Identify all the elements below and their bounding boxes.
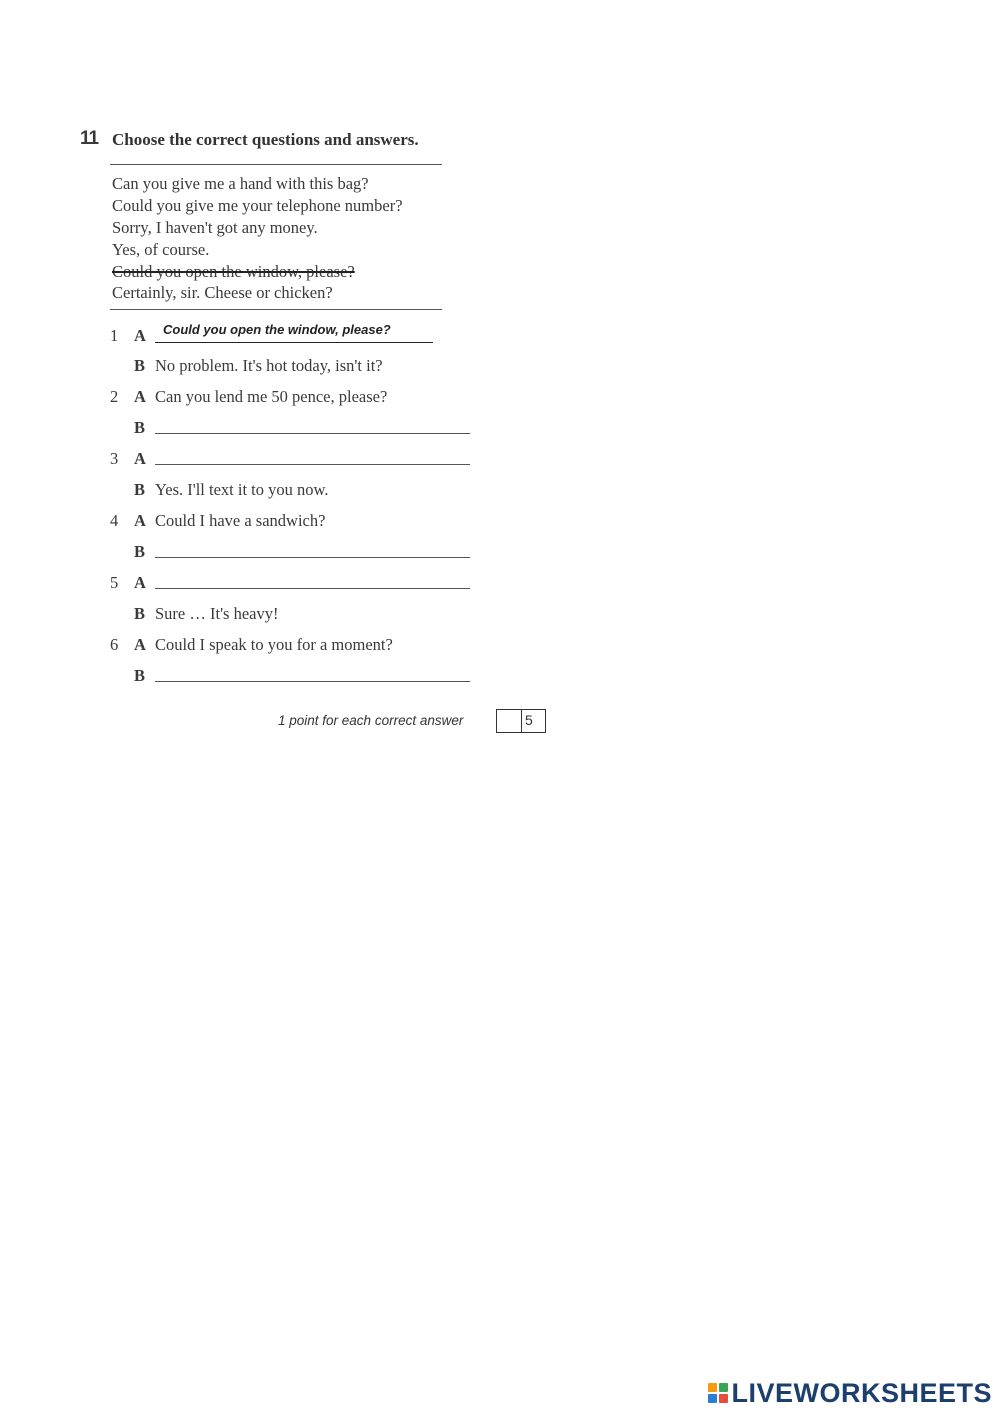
options-bottom-rule bbox=[110, 309, 442, 310]
logo-wordmark: LIVEWORKSHEETS bbox=[731, 1377, 992, 1408]
answer-blank-6b[interactable] bbox=[155, 681, 470, 682]
answer-blank-2b[interactable] bbox=[155, 433, 470, 434]
speaker-label: A bbox=[134, 573, 146, 592]
exercise-instruction: Choose the correct questions and answers. bbox=[112, 130, 419, 149]
options-top-rule bbox=[110, 164, 442, 165]
dialogue-text: Yes. I'll text it to you now. bbox=[155, 480, 329, 499]
item-number: 3 bbox=[110, 449, 119, 468]
logo-tiles-icon bbox=[708, 1383, 728, 1403]
option-item: Yes, of course. bbox=[112, 240, 210, 259]
item-number: 6 bbox=[110, 635, 119, 654]
score-divider bbox=[521, 710, 522, 732]
logo-tile bbox=[719, 1383, 728, 1392]
example-answer-text: Could you open the window, please? bbox=[163, 322, 391, 337]
option-item: Could you give me your telephone number? bbox=[112, 196, 403, 215]
speaker-label: A bbox=[134, 511, 146, 530]
speaker-label: A bbox=[134, 449, 146, 468]
logo-tile bbox=[719, 1394, 728, 1403]
answer-blank-4b[interactable] bbox=[155, 557, 470, 558]
logo-tile bbox=[708, 1383, 717, 1392]
option-item-used: Could you open the window, please? bbox=[112, 262, 355, 281]
speaker-label: A bbox=[134, 387, 146, 406]
dialogue-text: Could I have a sandwich? bbox=[155, 511, 326, 530]
answer-blank-5a[interactable] bbox=[155, 588, 470, 589]
dialogue-text: Sure … It's heavy! bbox=[155, 604, 279, 623]
option-item: Sorry, I haven't got any money. bbox=[112, 218, 318, 237]
speaker-label: B bbox=[134, 666, 146, 685]
answer-blank-3a[interactable] bbox=[155, 464, 470, 465]
option-item: Certainly, sir. Cheese or chicken? bbox=[112, 283, 333, 302]
liveworksheets-logo bbox=[708, 1377, 992, 1409]
score-caption: 1 point for each correct answer bbox=[278, 713, 464, 728]
speaker-label: B bbox=[134, 542, 146, 561]
speaker-label: B bbox=[134, 604, 146, 623]
logo-tile bbox=[708, 1394, 717, 1403]
example-answer-field bbox=[155, 322, 433, 343]
speaker-label: B bbox=[134, 356, 146, 375]
speaker-label: A bbox=[134, 635, 146, 654]
item-number: 5 bbox=[110, 573, 119, 592]
dialogue-text: Could I speak to you for a moment? bbox=[155, 635, 393, 654]
speaker-label: B bbox=[134, 418, 146, 437]
exercise-number: 11 bbox=[80, 128, 99, 149]
score-box bbox=[496, 709, 546, 733]
speaker-label: A bbox=[134, 326, 146, 345]
item-number: 1 bbox=[110, 326, 119, 345]
dialogue-text: No problem. It's hot today, isn't it? bbox=[155, 356, 383, 375]
option-item: Can you give me a hand with this bag? bbox=[112, 174, 369, 193]
item-number: 4 bbox=[110, 511, 119, 530]
item-number: 2 bbox=[110, 387, 119, 406]
score-total: 5 bbox=[525, 712, 533, 728]
speaker-label: B bbox=[134, 480, 146, 499]
dialogue-text: Can you lend me 50 pence, please? bbox=[155, 387, 388, 406]
